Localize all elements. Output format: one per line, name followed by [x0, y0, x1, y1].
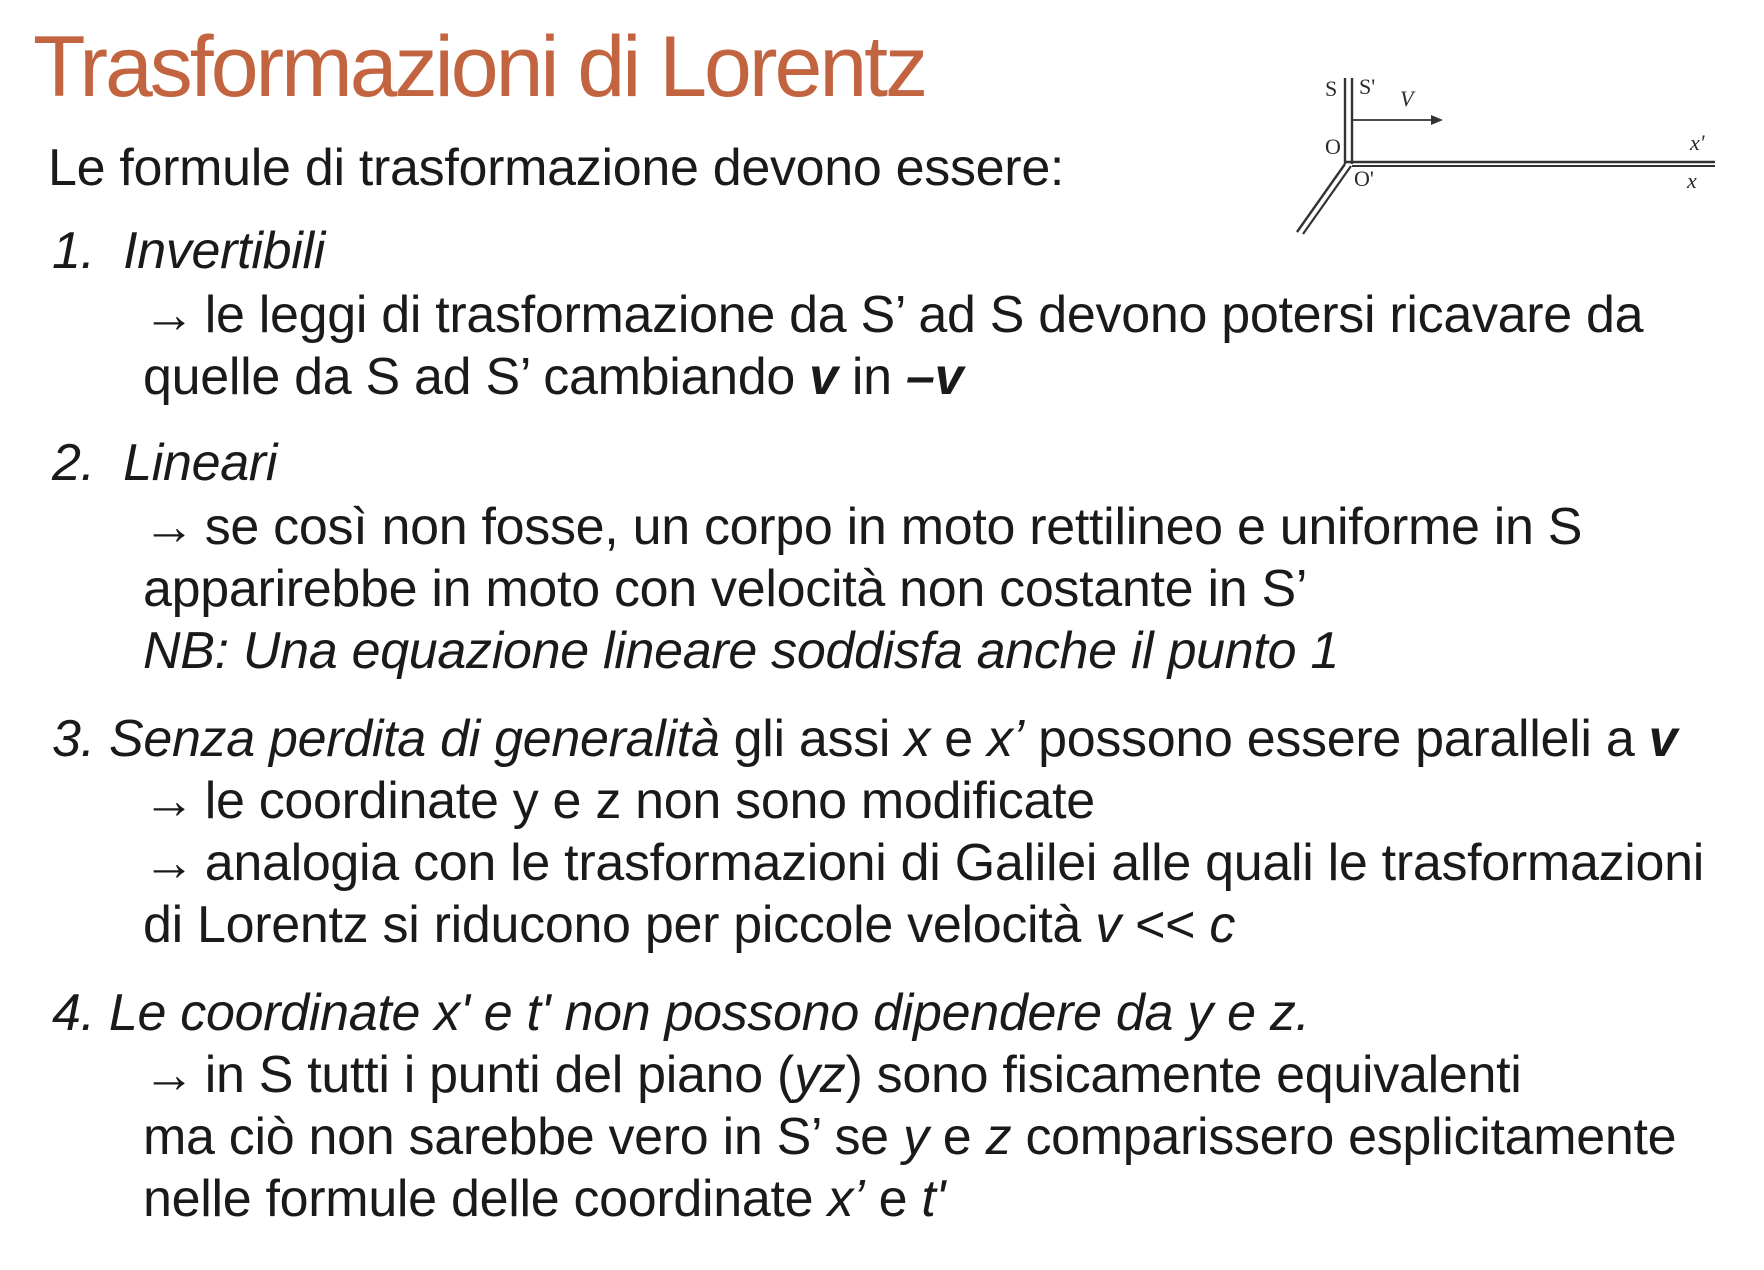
item-1-line-2: quelle da S ad S’ cambiando v in –v	[143, 348, 964, 406]
item-4-line-3: nelle formule delle coordinate x’ e t'	[143, 1170, 946, 1228]
s-depth-axis	[1297, 164, 1345, 232]
s-prime-depth-axis	[1303, 166, 1351, 234]
item-1-heading	[52, 220, 325, 282]
right-arrow-icon: →	[143, 286, 195, 344]
reference-frames-diagram	[1285, 62, 1725, 242]
label-x: x	[1687, 168, 1697, 193]
right-arrow-icon: →	[143, 1046, 195, 1104]
item-1-number: 1.	[52, 222, 95, 280]
item-2-line-2: apparirebbe in moto con velocità non costante in S’	[143, 560, 1308, 618]
item-3-line-1: → le coordinate y e z non sono modificate	[143, 772, 1095, 830]
label-velocity: V	[1400, 86, 1414, 111]
page-title: Trasformazioni di Lorentz	[33, 19, 926, 115]
velocity-arrow-head	[1431, 115, 1443, 125]
right-arrow-icon: →	[143, 772, 195, 830]
item-2-note: NB: Una equazione lineare soddisfa anche il punto 1	[143, 622, 1339, 680]
right-arrow-icon: →	[143, 834, 195, 892]
item-4-line-2: ma ciò non sarebbe vero in S’ se y e z comparissero esplicitamente	[143, 1108, 1677, 1166]
right-arrow-icon: →	[143, 498, 195, 556]
item-3-line-3: di Lorentz si riducono per piccole velocità v << c	[143, 896, 1236, 954]
label-origin-o-prime: O'	[1354, 166, 1374, 191]
label-origin-o: O	[1325, 134, 1341, 159]
item-4-heading: 4. Le coordinate x' e t' non possono dipendere da y e z.	[52, 984, 1310, 1042]
item-2-line-1: → se così non fosse, un corpo in moto rettilineo e uniforme in S	[143, 498, 1583, 556]
item-3-heading: 3. Senza perdita di generalità gli assi x e x’ possono essere paralleli a v	[52, 710, 1678, 768]
label-s: S	[1325, 76, 1338, 101]
item-1-line-1: → le leggi di trasformazione da S’ ad S devono potersi ricavare da	[143, 286, 1644, 344]
label-s-prime: S'	[1359, 74, 1376, 99]
item-1-title: Invertibili	[123, 222, 325, 280]
item-4-line-1: → in S tutti i punti del piano (yz) sono fisicamente equivalenti	[143, 1046, 1522, 1104]
item-3-line-2: → analogia con le trasformazioni di Galilei alle quali le trasformazioni	[143, 834, 1705, 892]
item-2-title: Lineari	[123, 434, 278, 492]
intro-text: Le formule di trasformazione devono essere:	[48, 139, 1065, 197]
label-x-prime: x'	[1690, 130, 1705, 155]
item-2-heading	[52, 432, 277, 494]
item-2-number: 2.	[52, 434, 95, 492]
